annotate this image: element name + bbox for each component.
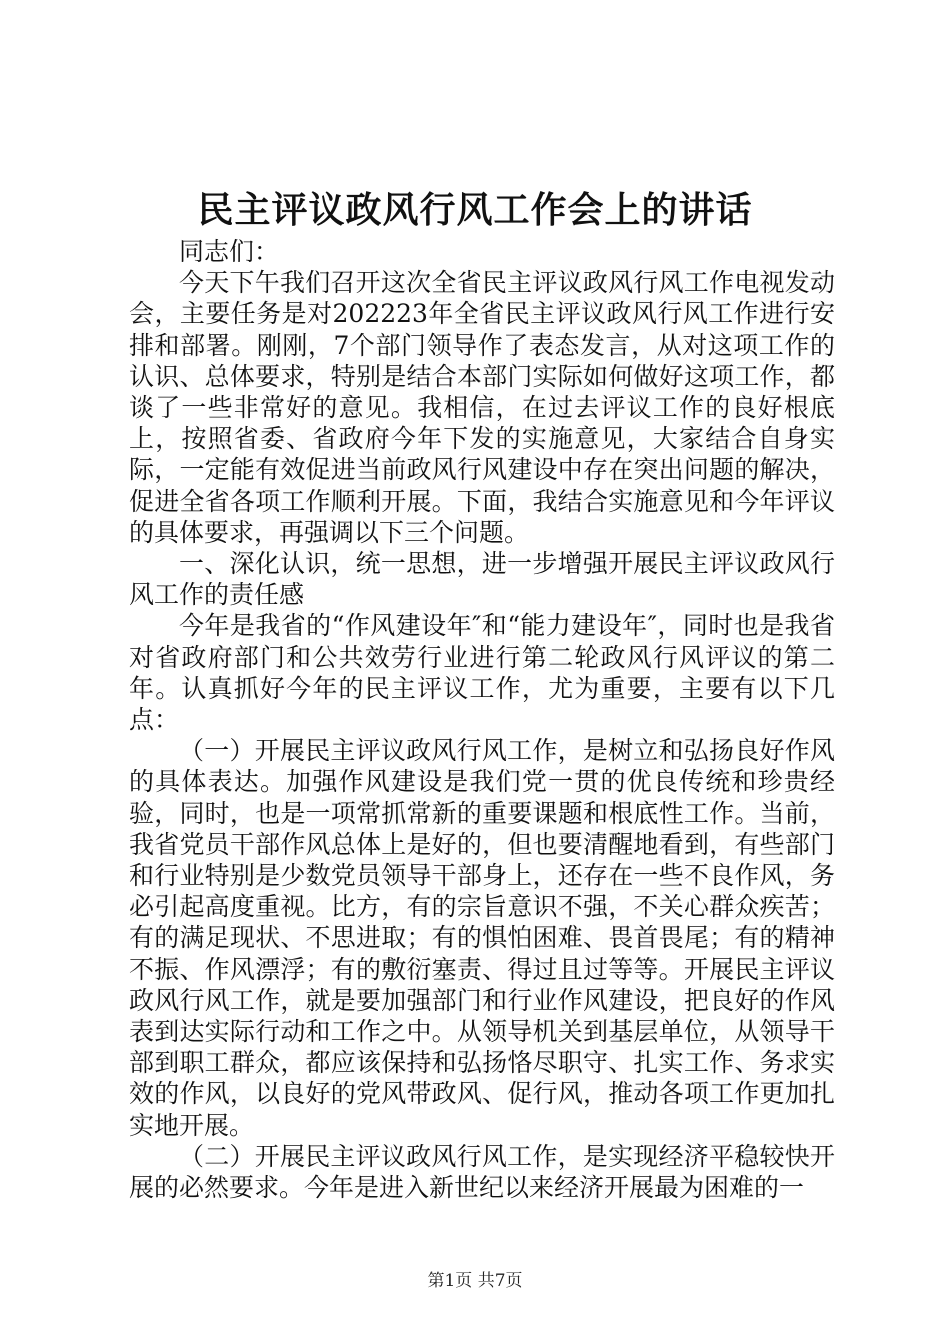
document-title: 民主评议政风行风工作会上的讲话: [197, 189, 753, 231]
page-footer: 第1页 共7页: [427, 1271, 523, 1291]
section-heading-1: 一、深化认识，统一思想，进一步增强开展民主评议政风行风工作的责任感: [129, 549, 835, 610]
paragraph-point-1: （一）开展民主评议政风行风工作，是树立和弘扬良好作风的具体表达。加强作风建设是我们党一贯的优良传统和珍贵经验，同时，也是一项常抓常新的重要课题和根底性工作。当前，我省党员干部作风总体上是好的，但也要清醒地看到，有些部门和行业特别是少数党员领导干部身上，还存在一些不良作风，务必引起高度重视。比方，有的宗旨意识不强，不关心群众疾苦；有的满足现状、不思进取；有的惧怕困难、畏首畏尾；有的精神不振、作风漂浮；有的敷衍塞责、得过且过等等。开展民主评议政风行风工作，就是要加强部门和行业作风建设，把良好的作风表到达实际行动和工作之中。从领导机关到基层单位，从领导干部到职工群众，都应该保持和弘扬恪尽职守、扎实工作、务求实效的作风，以良好的党风带政风、促行风，推动各项工作更加扎实地开展。: [129, 736, 835, 1140]
salutation: 同志们：: [179, 237, 280, 266]
paragraph-intro: 今天下午我们召开这次全省民主评议政风行风工作电视发动会，主要任务是对202223年全省民主评议政风行风工作进行安排和部署。刚刚，7个部门领导作了表态发言，从对这项工作的认识、总体要求，特别是结合本部门实际如何做好这项工作，都谈了一些非常好的意见。我相信，在过去评议工作的良好根底上，按照省委、省政府今年下发的实施意见，大家结合自身实际，一定能有效促进当前政风行风建设中存在突出问题的解决，促进全省各项工作顺利开展。下面，我结合实施意见和今年评议的具体要求，再强调以下三个问题。: [129, 268, 835, 547]
paragraph-point-2: （二）开展民主评议政风行风工作，是实现经济平稳较快开展的必然要求。今年是进入新世纪以来经济开展最为困难的一: [129, 1141, 835, 1203]
paragraph-section-1: 今年是我省的“作风建设年″和“能力建设年″，同时也是我省对省政府部门和公共效劳行业进行第二轮政风行风评议的第二年。认真抓好今年的民主评议工作，尤为重要，主要有以下几点：: [129, 611, 835, 735]
document-body: [129, 236, 835, 1203]
